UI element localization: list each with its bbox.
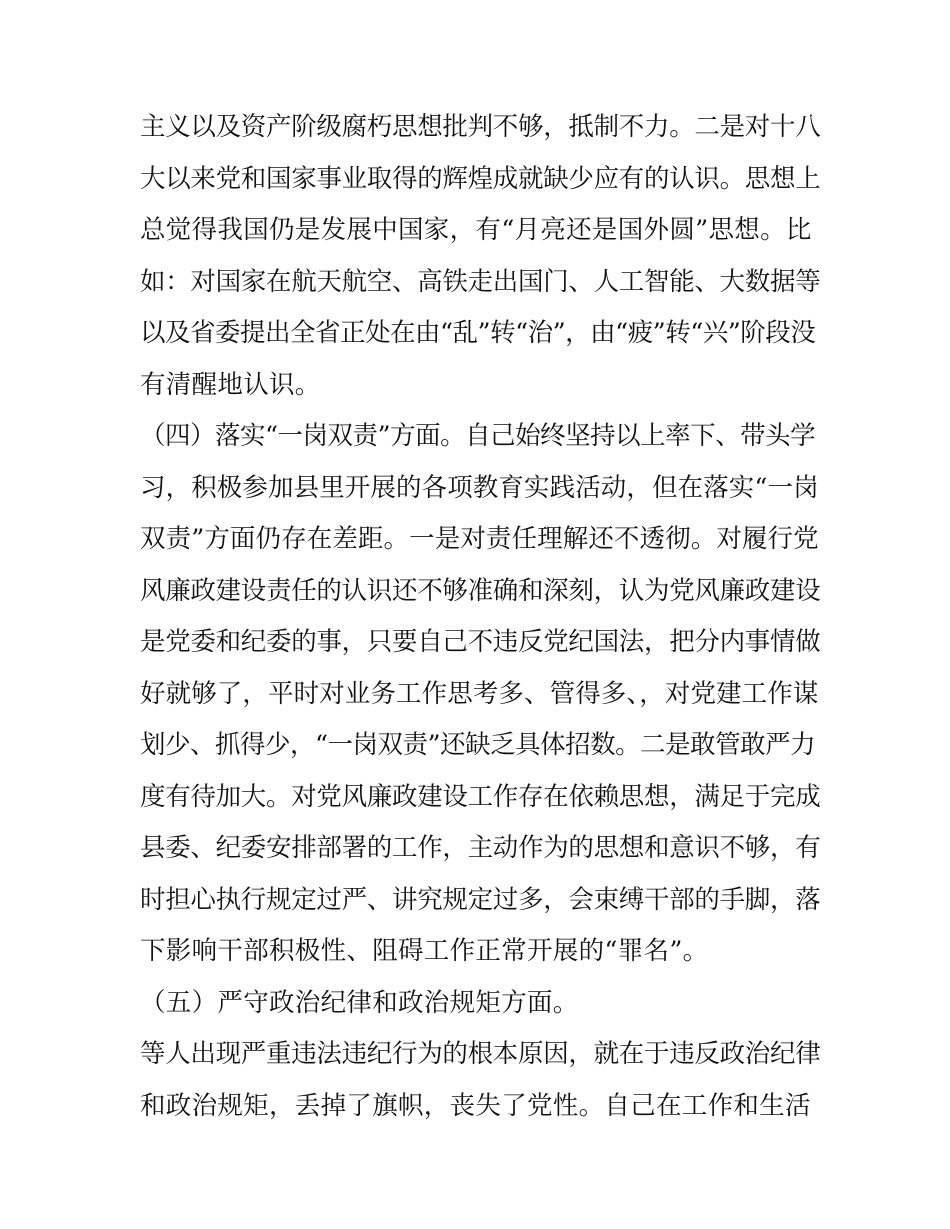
text-line: 下影响干部积极性、阻碍工作正常开展的“罪名”。 [140, 936, 709, 966]
section-heading-line: （四）落实“一岗双责”方面。自己始终坚持以上率下、带头学 [140, 421, 816, 451]
text-line: 是党委和纪委的事，只要自己不违反党纪国法，把分内事情做 [140, 627, 821, 657]
text-line: 划少、抓得少，“一岗双责”还缺乏具体招数。二是敢管敢严力 [140, 730, 816, 760]
section-heading-line: （五）严守政治纪律和政治规矩方面。 [140, 987, 579, 1018]
text-line: 度有待加大。对党风廉政建设工作存在依赖思想，满足于完成 [140, 781, 821, 812]
text-line: 习，积极参加县里开展的各项教育实践活动，但在落实“一岗 [140, 472, 819, 503]
text-line: 县委、纪委安排部署的工作，主动作为的思想和意识不够，有 [140, 833, 821, 863]
text-line: 风廉政建设责任的认识还不够准确和深刻，认为党风廉政建设 [140, 575, 821, 606]
document-body [140, 102, 820, 1132]
text-line: 如：对国家在航天航空、高铁走出国门、人工智能、大数据等 [140, 266, 821, 297]
text-line: 好就够了，平时对业务工作思考多、管得多、，对党建工作谋 [140, 678, 819, 709]
text-line: 双责”方面仍存在差距。一是对责任理解还不透彻。对履行党 [140, 524, 819, 554]
text-line: 时担心执行规定过严、讲究规定过多，会束缚干部的手脚，落 [140, 884, 821, 915]
text-line: 有清醒地认识。 [140, 369, 321, 400]
text-line: 和政治规矩，丢掉了旗帜，丧失了党性。自己在工作和生活 [140, 1090, 811, 1121]
text-line: 大以来党和国家事业取得的辉煌成就缺少应有的认识。思想上 [140, 163, 821, 194]
text-line: 主义以及资产阶级腐朽思想批判不够，抵制不力。二是对十八 [140, 112, 821, 142]
text-line: 总觉得我国仍是发展中国家，有“月亮还是国外圆”思想。比 [140, 215, 812, 245]
text-line: 等人出现严重违法违纪行为的根本原因，就在于违反政治纪律 [140, 1039, 821, 1069]
text-line: 以及省委提出全省正处在由“乱”转“治”，由“疲”转“兴”阶段没 [140, 318, 816, 348]
